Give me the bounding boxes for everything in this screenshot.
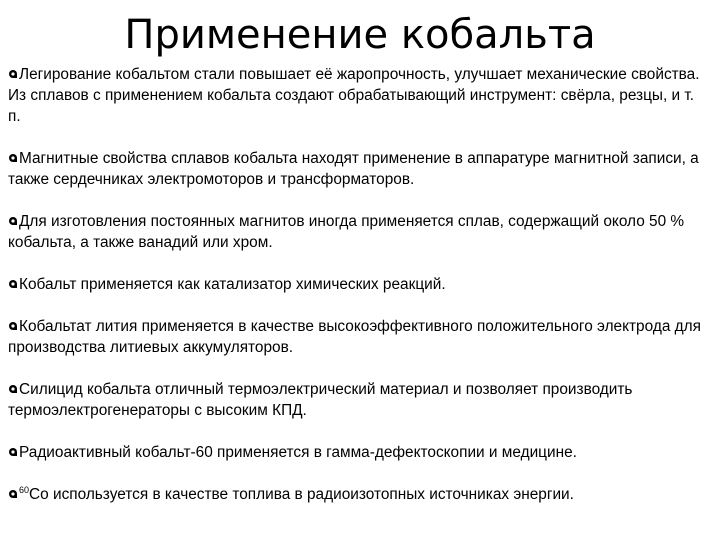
bullet-text: Кобальтат лития применяется в качестве высокоэффективного положительного электрода для производства литиевых аккумуляторов. (8, 318, 701, 356)
bullet-item (8, 442, 708, 463)
bullet-list (8, 64, 708, 505)
bullet-item (8, 274, 708, 295)
isotope-superscript: 60 (19, 485, 30, 495)
bullet-text: Co используется в качестве топлива в радиоизотопных источниках энергии. (29, 486, 574, 503)
square-bullet-icon (8, 321, 18, 331)
bullet-item (8, 64, 708, 127)
square-bullet-icon (8, 216, 18, 226)
bullet-text: Для изготовления постоянных магнитов иногда применяется сплав, содержащий около 50 % кобальта, а также ванадий или хром. (8, 213, 685, 251)
bullet-text: Кобальт применяется как катализатор химических реакций. (19, 276, 446, 293)
bullet-text: Радиоактивный кобальт-60 применяется в гамма-дефектоскопии и медицине. (19, 444, 577, 461)
bullet-item (8, 379, 708, 421)
bullet-text: Легирование кобальтом стали повышает её жаропрочность, улучшает механические свойства. Из сплавов с применением кобальта создают обрабатывающий инструмент: свёрла, резцы, и т. п. (8, 66, 700, 125)
square-bullet-icon (8, 384, 18, 394)
bullet-text: Силицид кобальта отличный термоэлектрический материал и позволяет производить термоэлектрогенераторы с высоким КПД. (8, 381, 633, 419)
square-bullet-icon (8, 489, 18, 499)
bullet-text: Магнитные свойства сплавов кобальта находят применение в аппаратуре магнитной записи, а также сердечниках электромоторов и трансформаторов. (8, 150, 699, 188)
square-bullet-icon (8, 153, 18, 163)
bullet-item (8, 148, 708, 190)
square-bullet-icon (8, 279, 18, 289)
bullet-item (8, 211, 708, 253)
bullet-item (8, 484, 708, 505)
slide-title: Применение кобальта (124, 12, 596, 58)
bullet-item (8, 316, 708, 358)
square-bullet-icon (8, 69, 18, 79)
square-bullet-icon (8, 447, 18, 457)
